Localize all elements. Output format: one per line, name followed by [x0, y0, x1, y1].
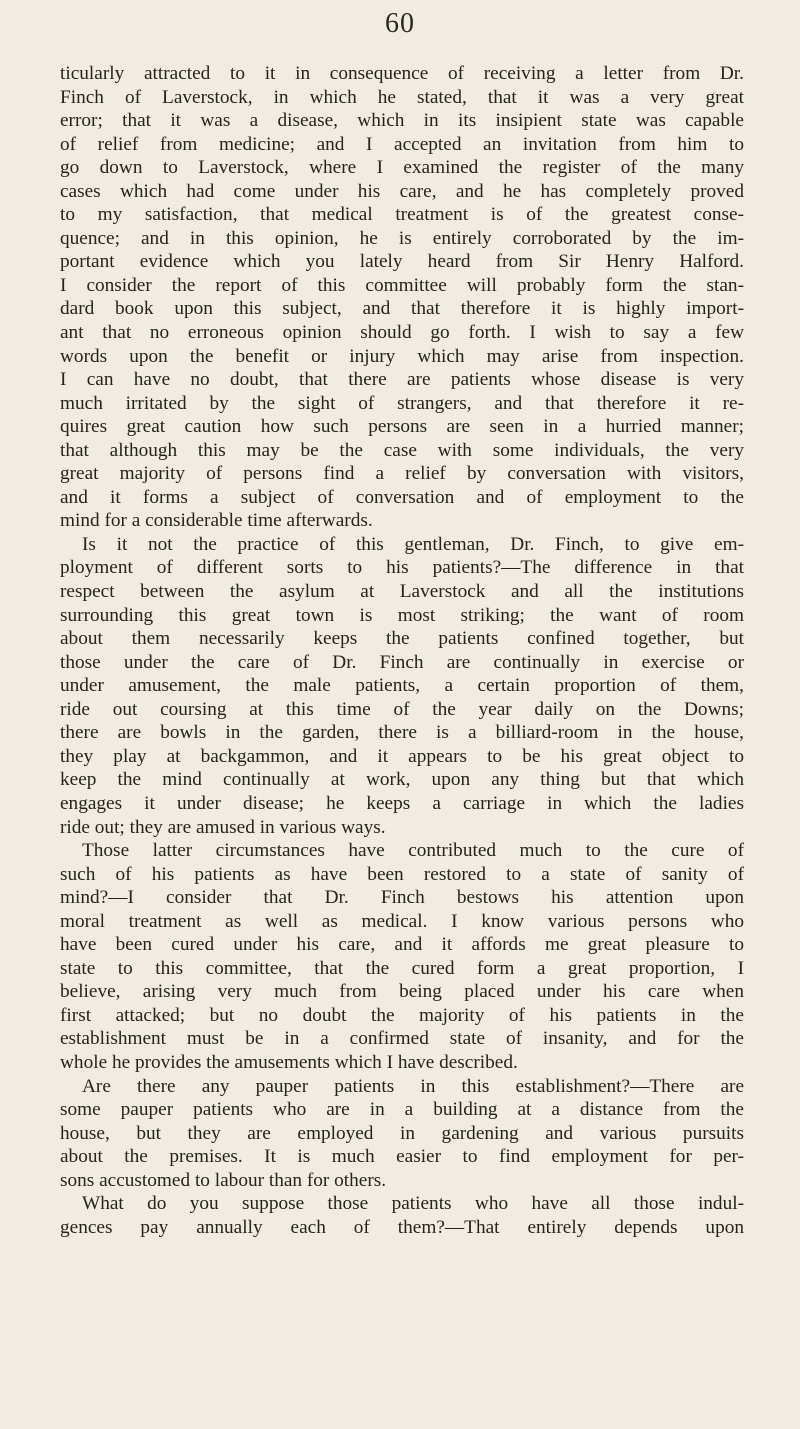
text-line: engages it under disease; he keeps a carriage in which the ladies [60, 792, 744, 814]
text-line: about them necessarily keeps the patients confined together, but [60, 628, 744, 650]
text-line: mind?—I consider that Dr. Finch bestows his attention upon [60, 887, 744, 909]
text-line: there are bowls in the garden, there is a billiard-room in the house, [60, 722, 744, 744]
text-line: have been cured under his care, and it affords me great pleasure to [60, 934, 744, 956]
text-line: house, but they are employed in gardening and various pursuits [60, 1122, 744, 1144]
text-line: ant that no erroneous opinion should go forth. I wish to say a few [60, 322, 744, 344]
text-line: mind for a considerable time afterwards. [60, 510, 373, 532]
text-line: those under the care of Dr. Finch are continually in exercise or [60, 651, 744, 673]
text-line: first attacked; but no doubt the majority of his patients in the [60, 1004, 744, 1026]
text-line: ride out coursing at this time of the year daily on the Downs; [60, 698, 744, 720]
text-line: and it forms a subject of conversation and of employment to the [60, 486, 744, 508]
text-line: respect between the asylum at Laverstock and all the institutions [60, 581, 744, 603]
text-line: that although this may be the case with some individuals, the very [60, 439, 744, 461]
text-line: I consider the report of this committee will probably form the stan- [60, 274, 744, 296]
text-line: whole he provides the amusements which I have described. [60, 1051, 518, 1073]
text-line: ployment of different sorts to his patients?—The difference in that [60, 557, 744, 579]
text-line: Finch of Laverstock, in which he stated, that it was a very great [60, 86, 744, 108]
text-line: keep the mind continually at work, upon any thing but that which [60, 769, 744, 791]
text-line: quires great caution how such persons are seen in a hurried manner; [60, 416, 744, 438]
body-text [60, 62, 744, 1239]
text-line: I can have no doubt, that there are patients whose disease is very [60, 369, 744, 391]
text-line: sons accustomed to labour than for others. [60, 1169, 387, 1191]
text-line: ticularly attracted to it in consequence of receiving a letter from Dr. [60, 63, 744, 84]
text-line: they play at backgammon, and it appears to be his great object to [60, 745, 744, 767]
text-line: Is it not the practice of this gentleman, Dr. Finch, to give em- [82, 533, 744, 555]
text-line: Are there any pauper patients in this establishment?—There are [82, 1075, 744, 1097]
text-line: cases which had come under his care, and he has completely proved [60, 180, 744, 202]
text-line: believe, arising very much from being placed under his care when [60, 981, 744, 1003]
page-number: 60 [385, 8, 415, 39]
text-line: dard book upon this subject, and that therefore it is highly import- [60, 298, 744, 320]
text-line: words upon the benefit or injury which may arise from inspection. [60, 345, 744, 367]
text-line: Those latter circumstances have contributed much to the cure of [82, 840, 744, 862]
text-line: some pauper patients who are in a building at a distance from the [60, 1099, 744, 1121]
text-line: state to this committee, that the cured form a great proportion, I [60, 957, 744, 979]
text-line: much irritated by the sight of strangers, and that therefore it re- [60, 392, 744, 414]
text-line: quence; and in this opinion, he is entirely corroborated by the im- [60, 227, 744, 249]
text-line: establishment must be in a confirmed state of insanity, and for the [60, 1028, 744, 1050]
text-line: such of his patients as have been restored to a state of sanity of [60, 863, 744, 885]
text-line: What do you suppose those patients who have all those indul- [82, 1193, 744, 1215]
text-line: moral treatment as well as medical. I know various persons who [60, 910, 744, 932]
text-line: great majority of persons find a relief by conversation with visitors, [60, 463, 744, 485]
text-line: about the premises. It is much easier to find employment for per- [60, 1146, 744, 1168]
text-line: ride out; they are amused in various ways. [60, 816, 386, 838]
text-line: under amusement, the male patients, a certain proportion of them, [60, 675, 744, 697]
text-line: to my satisfaction, that medical treatment is of the greatest conse- [60, 204, 744, 226]
text-line: surrounding this great town is most striking; the want of room [60, 604, 744, 626]
text-line: gences pay annually each of them?—That entirely depends upon [60, 1216, 744, 1238]
text-line: portant evidence which you lately heard from Sir Henry Halford. [60, 251, 744, 273]
text-line: go down to Laverstock, where I examined the register of the many [60, 157, 744, 179]
text-line: of relief from medicine; and I accepted an invitation from him to [60, 133, 744, 155]
text-line: error; that it was a disease, which in its insipient state was capable [60, 110, 744, 132]
